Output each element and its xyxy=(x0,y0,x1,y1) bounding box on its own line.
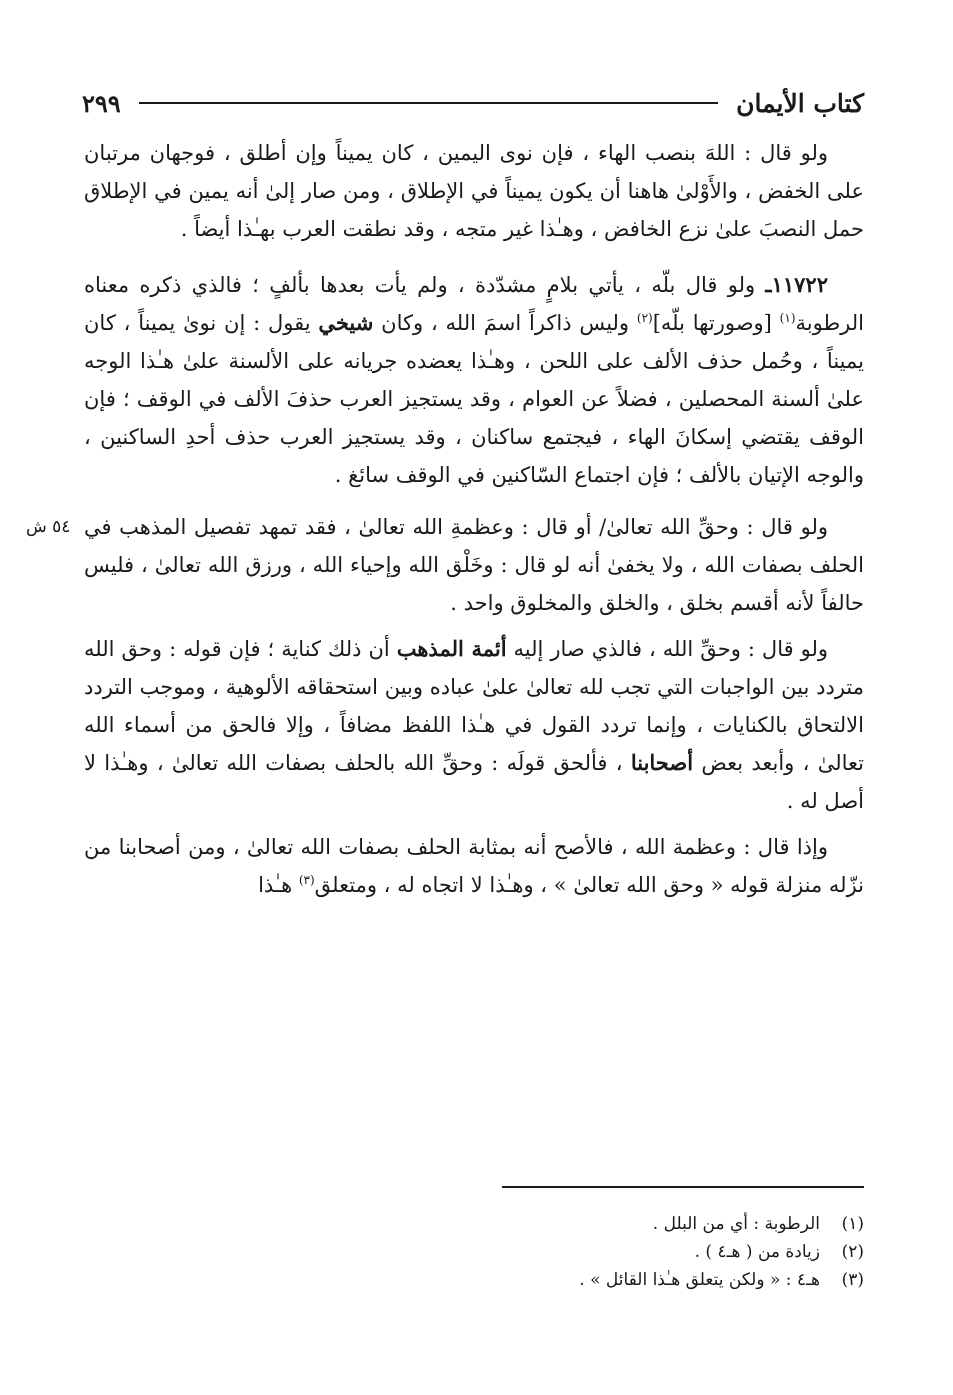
footnote xyxy=(84,1238,864,1266)
manuscript-margin-note: ٥٤ ش xyxy=(26,517,71,537)
footnote xyxy=(84,1210,864,1238)
paragraph-5 xyxy=(84,828,864,904)
paragraph-5-part-2: هـٰذا xyxy=(258,873,299,897)
footnote-ref-2: (٢) xyxy=(636,311,653,325)
issue-number: ١١٧٢٢ـ xyxy=(765,272,828,297)
paragraph-3: ولو قال : وحقِّ الله تعالىٰ/ أو قال : وعظمةِ الله تعالىٰ ، فقد تمهد تفصيل المذهب في الحلف بصفات الله ، ولا يخفىٰ أنه لو قال : وخَلْق الله وإحياء الله ، ورزق الله تعالىٰ ، فليس حالفاً لأنه أقسم بخلق ، والخلق والمخلوق واحد . xyxy=(84,515,864,615)
footnote-ref-3: (٣) xyxy=(298,873,315,887)
footnote-number: (١) xyxy=(841,1214,864,1234)
paragraph-4-part-1: ولو قال : وحقِّ الله ، فالذي صار إليه xyxy=(506,637,829,661)
footnote-text: زيادة من ( هـ٤ ) . xyxy=(694,1242,820,1262)
page-header xyxy=(82,80,864,126)
bold-term-ashabuna: أصحابنا xyxy=(630,750,694,775)
footnote-separator xyxy=(502,1186,864,1188)
paragraph-2-part-3: وليس ذاكراً اسمَ الله ، وكان xyxy=(373,311,637,335)
paragraph-5-part-1: وإذا قال : وعظمة الله ، فالأصح أنه بمثابة الحلف بصفات الله تعالىٰ ، ومن أصحابنا من نزّله منزلة قوله « وحق الله تعالىٰ » ، وهـٰذا لا اتجاه له ، ومتعلق xyxy=(84,835,864,897)
paragraph-4 xyxy=(84,630,864,820)
footnote-ref-1: (١) xyxy=(779,311,796,325)
footnote-text: الرطوبة : أي من البلل . xyxy=(652,1214,820,1234)
running-title: كتاب الأيمان xyxy=(736,88,864,118)
paragraph-2-part-4: يقول : إن نوىٰ يميناً ، كان يميناً ، وحُمل حذف الألف على اللحن ، وهـٰذا يعضده جريانه على الألسنة علىٰ هـٰذا الوجه علىٰ ألسنة المحصلين ، فضلاً عن العوام ، وقد يستجيز العرب حذفَ الألف في الوقف ؛ فإن الوقف يقتضي إسكانَ الهاء ، فيجتمع ساكنان ، وقد يستجيز العرب حذف أحدِ الساكنين ، والوجه الإتيان بالألف ؛ فإن اجتماع السّاكنين في الوقف سائغ . xyxy=(84,311,864,487)
footnote-text: هـ٤ : « ولكن يتعلق هـٰذا القائل » . xyxy=(579,1270,820,1290)
bold-term-shaykhi: شيخي xyxy=(318,310,374,335)
footnote-number: (٢) xyxy=(841,1242,864,1262)
paragraph-4-part-2: أن ذلك كناية ؛ فإن قوله : وحق الله متردد بين الواجبات التي تجب لله تعالىٰ علىٰ عباده وبين استحقاقه الألوهية ، وموجب التردد الالتحاق بالكنايات ، وإنما تردد القول في هـٰذا اللفظ مضافاً ، وإلا فالحق من أسماء الله تعالىٰ ، وأبعد بعض xyxy=(84,637,865,775)
bold-term-aimmat: أئمة المذهب xyxy=(396,636,507,661)
paragraph-2 xyxy=(84,266,864,494)
paragraph-2-part-1: ولو قال بلّه ، يأتي بلامٍ مشدّدة ، ولم يأت بعدها بألفٍ ؛ فالذي ذكره معناه الرطوبة xyxy=(84,273,864,335)
paragraph-4-part-3: ، فألحق قولَه : وحقِّ الله بالحلف بصفات الله تعالىٰ ، وهـٰذا لا أصل له . xyxy=(84,751,864,813)
page-number: ٢٩٩ xyxy=(82,88,121,118)
main-text xyxy=(26,134,865,904)
paragraph-3-container xyxy=(26,508,864,622)
footnote-number: (٣) xyxy=(841,1270,864,1290)
paragraph-1: ولو قال : اللهَ بنصب الهاء ، فإن نوى اليمين ، كان يميناً وإن أطلق ، فوجهان مرتبان على الخفض ، والأَوْلىٰ هاهنا أن يكون يميناً في الإطلاق ، ومن صار إلىٰ أنه يمين في الإطلاق حمل النصبَ علىٰ نزع الخافض ، وهـٰذا غير متجه ، وقد نطقت العرب بهـٰذا أيضاً . xyxy=(84,141,864,241)
footnote xyxy=(84,1266,864,1294)
header-rule xyxy=(139,102,718,104)
paragraph-2-part-2: [وصورتها بلّه] xyxy=(652,311,780,335)
footnotes xyxy=(84,1210,864,1294)
